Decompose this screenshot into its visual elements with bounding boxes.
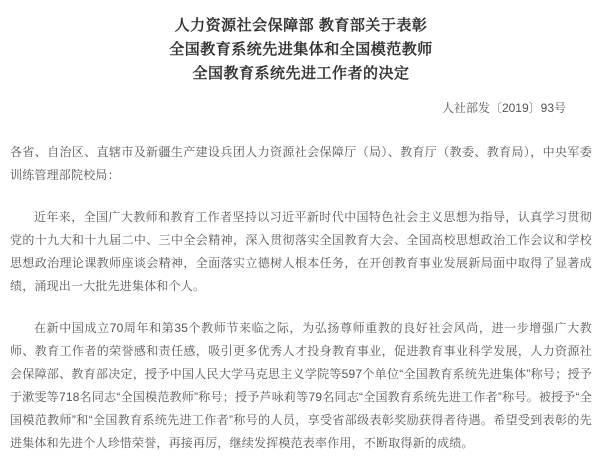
- document-title: [10, 14, 592, 86]
- paragraph-2: 在新中国成立70周年和第35个教师节来临之际，为弘扬尊师重教的良好社会风尚，进一步增强广大教师、教育工作者的荣誉感和责任感，吸引更多优秀人才投身教育事业，促进教育事业科学发展，人力资源社会保障部、教育部决定，授予中国人民大学马克思主义学院等597个单位“全国教育系统先进集体”称号；授予于漱雯等718名同志“全国模范教师”称号；授予芦咏莉等79名同志“全国教育系统先进工作者”称号。被授予“全国模范教师”和“全国教育系统先进工作者”称号的人员，享受省部级表彰奖励获得者待遇。希望受到表彰的先进集体和先进个人珍惜荣誉，再接再厉，继续发挥模范表率作用，不断取得新的成绩。: [10, 321, 592, 450]
- document-number: 人社部发〔2019〕93号: [441, 101, 566, 115]
- document-title-line-2: 全国教育系统先进集体和全国模范教师: [169, 41, 433, 58]
- paragraph-1: 近年来，全国广大教师和教育工作者坚持以习近平新时代中国特色社会主义思想为指导，认真学习贯彻党的十九大和十九届二中、三中全会精神，深入贯彻落实全国教育大会、全国高校思想政治工作会议和学校思想政治理论课教师座谈会精神，全面落实立德树人根本任务，在开创教育事业发展新局面中取得了显著成绩，涌现出一大批先进集体和个人。: [10, 210, 592, 293]
- document-title-line-3: 全国教育系统先进工作者的决定: [192, 65, 410, 82]
- salutation: 各省、自治区、直辖市及新疆生产建设兵团人力资源社会保障厅（局）、教育厅（教委、教育局），中央军委训练管理部院校局：: [10, 145, 592, 182]
- document-title-line-1: 人力资源社会保障部 教育部关于表彰: [174, 17, 428, 34]
